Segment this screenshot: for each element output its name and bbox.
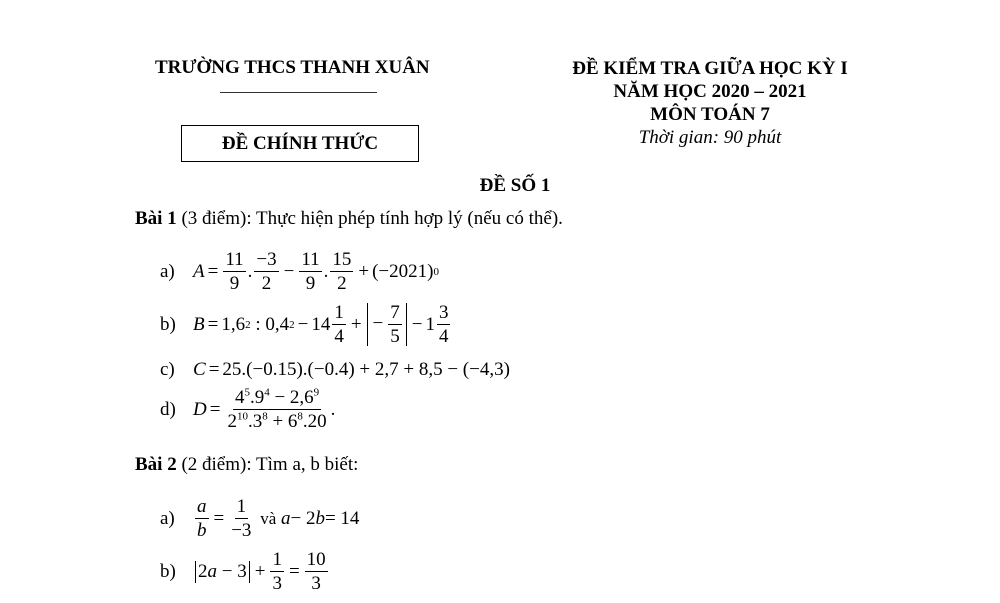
fraction: $\frac{1}{-3}$: [231, 496, 252, 541]
problem-2-heading: [135, 454, 358, 476]
math-expression: B = 1,6 2 : 0,4 2 − 14 $\frac{1}{4}$ + − $\frac{7}{5}$ − 1 $\frac{3}{4}$: [193, 302, 449, 347]
math-expression: C = 25.(−0.15).(−0.4) + 2,7 + 8,5 − (−4,3): [193, 359, 510, 380]
fraction: $\frac{3}{4}$: [438, 302, 449, 347]
problem-1b: [160, 303, 452, 346]
problem-2-prompt: : Tìm a, b biết:: [246, 454, 359, 475]
exam-header: [540, 57, 880, 149]
problem-1d: [160, 388, 335, 431]
item-label: a): [160, 260, 175, 282]
school-underline: [220, 92, 377, 93]
absolute-value: − $\frac{7}{5}$: [367, 303, 407, 346]
problem-2-title: Bài 2: [135, 454, 177, 475]
fraction: $\frac{1}{3}$: [272, 549, 282, 594]
fraction: $\frac{15}{2}$: [332, 249, 352, 294]
problem-2b: [160, 550, 330, 593]
fraction: $\frac{4^5.9^4 - 2,6^9}{2^{10}.3^8 + 6^8.20}$: [227, 386, 327, 432]
subject: MÔN TOÁN 7: [650, 104, 770, 125]
exam-title: ĐỀ KIỂM TRA GIỮA HỌC KỲ I: [572, 58, 848, 79]
official-exam-box: [181, 125, 419, 162]
problem-1c: [160, 359, 510, 381]
math-expression: 2a − 3 + $\frac{1}{3}$ = $\frac{10}{3}$: [193, 550, 330, 593]
school-name: TRƯỜNG THCS THANH XUÂN: [155, 57, 430, 78]
problem-1-prompt: : Thực hiện phép tính hợp lý (nếu có thể).: [246, 208, 563, 229]
problem-1-title: Bài 1: [135, 208, 177, 229]
problem-1-heading: [135, 208, 563, 230]
fraction: $\frac{11}{9}$: [225, 249, 244, 294]
math-expression: D = $\frac{4^5.9^4 - 2,6^9}{2^{10}.3^8 + 6^8.20}$ .: [193, 386, 336, 432]
school-year: NĂM HỌC 2020 – 2021: [613, 81, 807, 102]
item-label: b): [160, 560, 176, 582]
fraction: $\frac{-3}{2}$: [256, 249, 277, 294]
exam-number: ĐỀ SỐ 1: [479, 175, 551, 196]
fraction: $\frac{a}{b}$: [197, 496, 207, 541]
item-label: a): [160, 507, 175, 529]
fraction: $\frac{10}{3}$: [306, 549, 326, 594]
problem-1-points: (3 điểm): [181, 208, 247, 229]
problem-2a: [160, 497, 359, 540]
math-expression: $\frac{a}{b}$ = $\frac{1}{-3}$ và a − 2 b = 14: [197, 496, 360, 541]
fraction: $\frac{11}{9}$: [301, 249, 320, 294]
absolute-value: 2a − 3: [195, 561, 250, 583]
item-label: b): [160, 313, 176, 335]
item-label: d): [160, 398, 176, 420]
item-label: c): [160, 359, 175, 380]
problem-1a: [160, 250, 439, 293]
fraction: $\frac{1}{4}$: [334, 302, 344, 347]
duration: Thời gian: 90 phút: [638, 127, 782, 148]
math-expression: A = $\frac{11}{9}$ . $\frac{-3}{2}$ − $\frac{11}{9}$ . $\frac{15}{2}$ + (−2021) 0: [193, 249, 439, 294]
official-label: ĐỀ CHÍNH THỨC: [221, 132, 379, 154]
fraction: $\frac{7}{5}$: [390, 302, 400, 347]
problem-2-points: (2 điểm): [181, 454, 247, 475]
